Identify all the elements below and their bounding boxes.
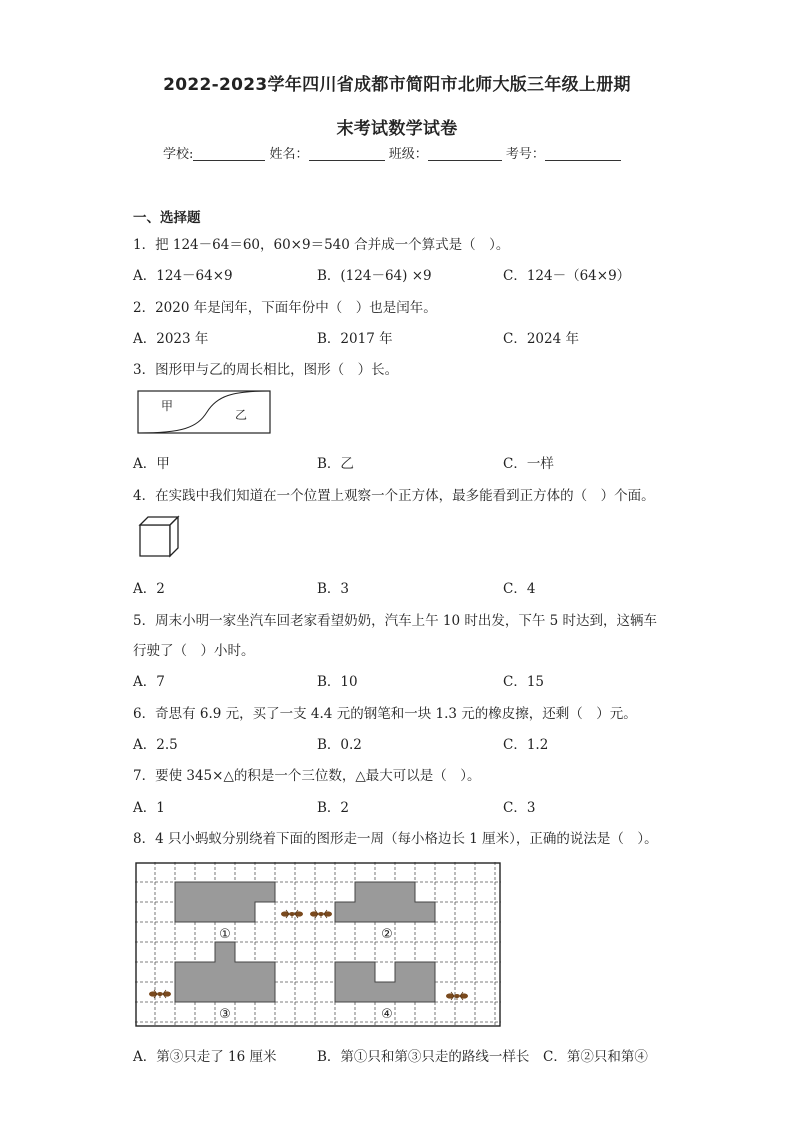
q1-option-b[interactable]: B．(124－64) ×9 [317, 268, 432, 284]
shape-label-b: 乙 [235, 408, 248, 422]
exam-title-line-2: 末考试数学试卷 [336, 119, 458, 139]
q3-option-a[interactable]: A．甲 [133, 456, 170, 472]
question-4: 4．在实践中我们知道在一个位置上观察一个正方体，最多能看到正方体的（ ）个面。 [133, 488, 655, 504]
cube-figure [138, 515, 182, 559]
exam-title-line-1: 2022-2023学年四川省成都市简阳市北师大版三年级上册期 [163, 75, 631, 95]
student-info-row [163, 143, 621, 162]
question-8: 8．4 只小蚂蚁分别绕着下面的图形走一周（每小格边长 1 厘米），正确的说法是（ ）。 [133, 831, 658, 847]
class-blank[interactable] [428, 146, 502, 161]
cube-front-face [140, 525, 170, 556]
q5-option-a[interactable]: A．7 [133, 674, 165, 690]
ant-grid-figure [135, 862, 501, 1027]
ant-icon [149, 990, 171, 998]
q7-option-c[interactable]: C．3 [503, 800, 536, 816]
shape-label-3: ③ [219, 1007, 231, 1022]
q4-option-a[interactable]: A．2 [133, 581, 165, 597]
name-label: 姓名： [269, 147, 309, 162]
question-3: 3．图形甲与乙的周长相比，图形（ ）长。 [133, 362, 399, 378]
shape-label-a: 甲 [161, 399, 174, 413]
shape-comparison-figure [137, 390, 273, 436]
school-label: 学校: [163, 147, 194, 162]
question-2: 2．2020 年是闰年，下面年份中（ ）也是闰年。 [133, 300, 437, 316]
shape-4 [335, 962, 435, 1002]
question-1: 1．把 124－64＝60，60×9＝540 合并成一个算式是（ ）。 [133, 237, 510, 253]
ant-icon [446, 992, 468, 1000]
q1-option-c[interactable]: C．124－（64×9） [503, 268, 631, 284]
shape-3 [175, 942, 275, 1002]
shape-label-2: ② [381, 927, 393, 942]
shape-2 [335, 882, 435, 922]
q5-option-c[interactable]: C．15 [503, 674, 545, 690]
ant-icon [310, 910, 332, 918]
shape-label-1: ① [219, 927, 231, 942]
question-7: 7．要使 345×△的积是一个三位数，△最大可以是（ ）。 [133, 768, 481, 784]
q4-option-b[interactable]: B．3 [317, 581, 350, 597]
number-label: 考号： [505, 147, 545, 162]
q2-option-c[interactable]: C．2024 年 [503, 331, 579, 347]
q7-option-a[interactable]: A．1 [133, 800, 165, 816]
number-blank[interactable] [545, 146, 621, 161]
q6-option-b[interactable]: B．0.2 [317, 737, 362, 753]
q6-option-a[interactable]: A．2.5 [133, 737, 178, 753]
q3-option-c[interactable]: C．一样 [503, 456, 554, 472]
question-5-line-1: 5．周末小明一家坐汽车回老家看望奶奶，汽车上午 10 时出发，下午 5 时达到，这辆车 [133, 613, 658, 629]
q8-option-a[interactable]: A．第③只走了 16 厘米 [133, 1049, 277, 1065]
q3-option-b[interactable]: B．乙 [317, 456, 354, 472]
shape-label-4: ④ [381, 1007, 393, 1022]
question-6: 6．奇思有 6.9 元，买了一支 4.4 元的钢笔和一块 1.3 元的橡皮擦，还剩（ ）元。 [133, 706, 637, 722]
q2-option-a[interactable]: A．2023 年 [133, 331, 209, 347]
q4-option-c[interactable]: C．4 [503, 581, 536, 597]
q2-option-b[interactable]: B．2017 年 [317, 331, 393, 347]
q5-option-b[interactable]: B．10 [317, 674, 358, 690]
q1-option-a[interactable]: A．124－64×9 [133, 268, 233, 284]
name-blank[interactable] [309, 146, 385, 161]
class-label: 班级： [388, 147, 428, 162]
ant-icon [281, 910, 303, 918]
section-title: 一、选择题 [133, 210, 201, 226]
q7-option-b[interactable]: B．2 [317, 800, 350, 816]
shape-1 [175, 882, 275, 922]
q8-option-c[interactable]: C．第②只和第④ [543, 1049, 648, 1065]
question-5-line-2: 行驶了（ ）小时。 [133, 643, 255, 659]
outer-rectangle [138, 391, 270, 433]
q8-option-b[interactable]: B．第①只和第③只走的路线一样长 [317, 1049, 530, 1065]
q6-option-c[interactable]: C．1.2 [503, 737, 549, 753]
school-blank[interactable] [193, 146, 265, 161]
dividing-curve [138, 391, 270, 433]
